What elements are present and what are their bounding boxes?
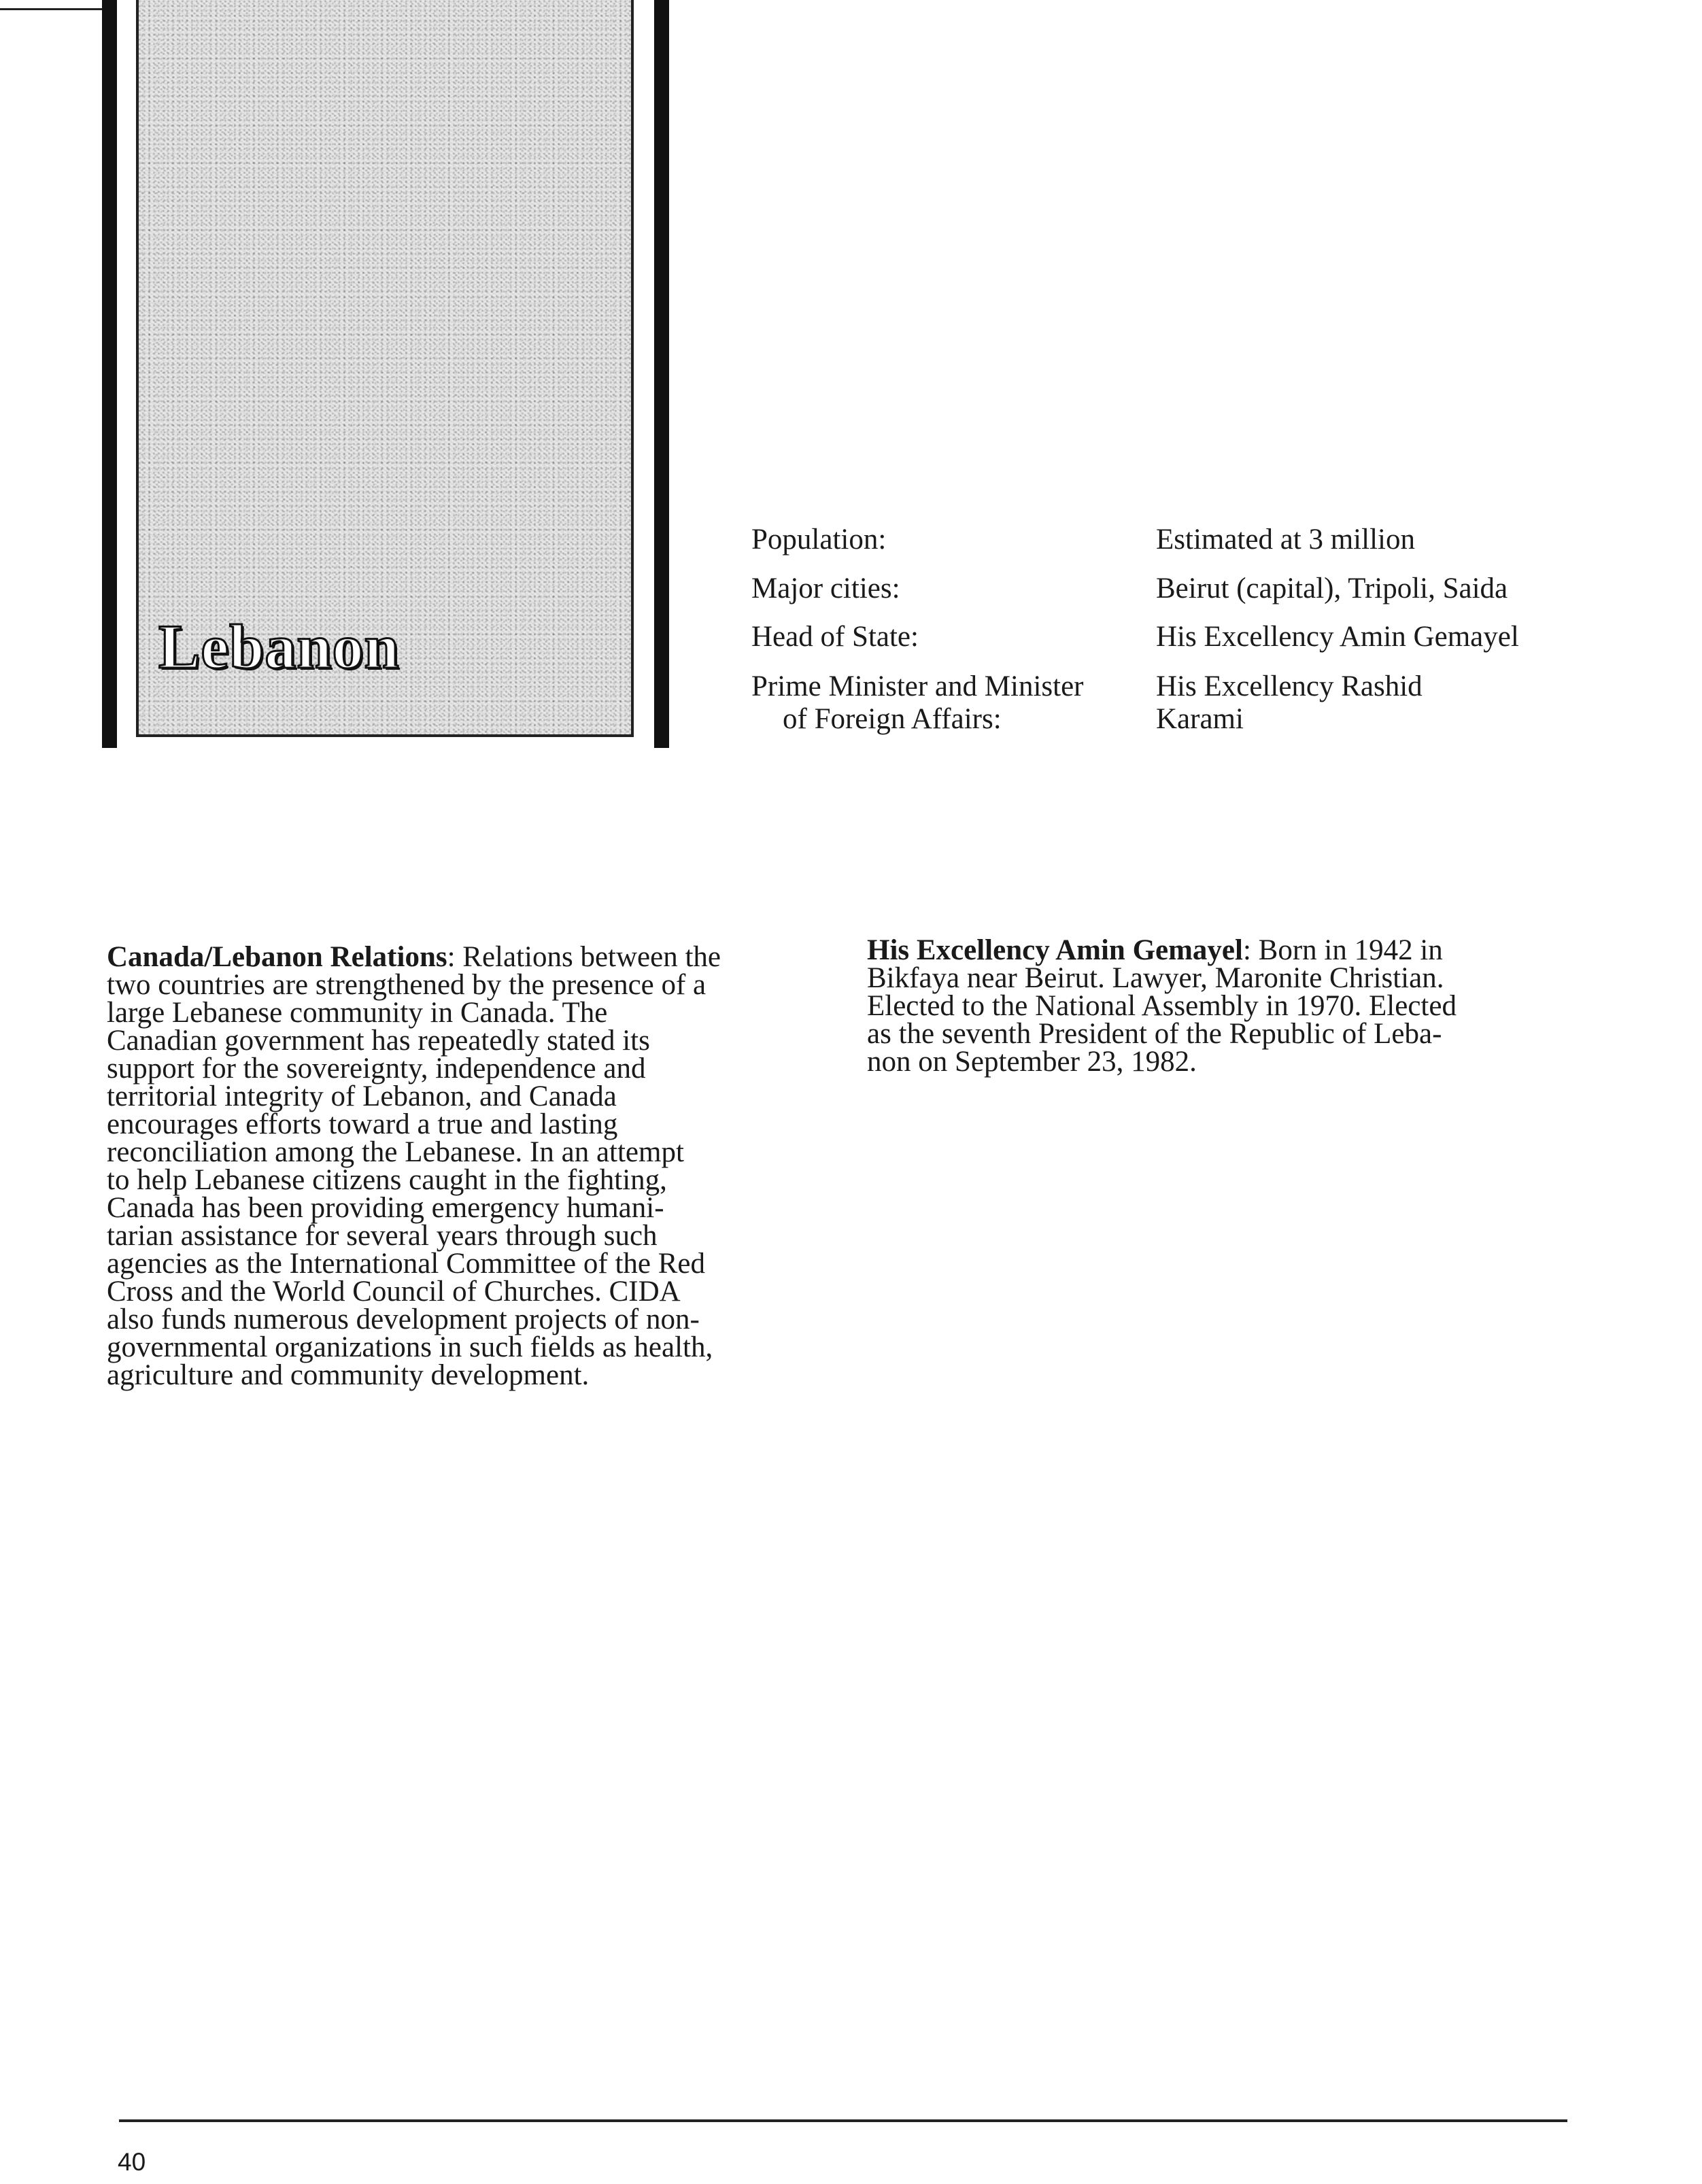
biography-heading: His Excellency Amin Gemayel bbox=[867, 934, 1243, 966]
fact-label bbox=[751, 670, 1153, 736]
paragraph-line: Bikfaya near Beirut. Lawyer, Maronite Christian. bbox=[867, 962, 1444, 994]
country-title: Lebanon bbox=[158, 612, 400, 681]
panel-right-bar bbox=[654, 0, 669, 748]
fact-value: His Excellency Amin Gemayel bbox=[1156, 621, 1519, 653]
paragraph-line bbox=[107, 943, 814, 971]
paragraph-line: Cross and the World Council of Churches. CIDA bbox=[107, 1276, 681, 1308]
paragraph-line bbox=[867, 936, 1567, 964]
paragraph-line: two countries are strengthened by the presence of a bbox=[107, 969, 707, 1001]
paragraph-line: tarian assistance for several years through such bbox=[107, 1220, 658, 1252]
panel-left-bar bbox=[102, 0, 117, 748]
fact-value-line: His Excellency Rashid bbox=[1156, 670, 1423, 702]
fact-value: Estimated at 3 million bbox=[1156, 524, 1415, 556]
paragraph-line: support for the sovereignty, independence and bbox=[107, 1053, 646, 1085]
paragraph-line: encourages efforts toward a true and lasting bbox=[107, 1108, 618, 1140]
paragraph-line: as the seventh President of the Republic of Leba- bbox=[867, 1018, 1442, 1050]
fact-label: Major cities: bbox=[751, 573, 900, 604]
paragraph-line: to help Lebanese citizens caught in the fighting, bbox=[107, 1164, 667, 1196]
footer-rule bbox=[119, 2119, 1567, 2122]
paragraph-line: territorial integrity of Lebanon, and Canada bbox=[107, 1080, 617, 1112]
relations-paragraph bbox=[107, 943, 814, 1389]
page-number: 40 bbox=[118, 2148, 146, 2176]
paragraph-line: large Lebanese community in Canada. The bbox=[107, 997, 608, 1029]
country-header-panel bbox=[102, 0, 669, 748]
fact-label: Population: bbox=[751, 524, 887, 556]
fact-label-line: of Foreign Affairs: bbox=[783, 703, 1002, 735]
paragraph-line: Elected to the National Assembly in 1970. Elected bbox=[867, 990, 1457, 1022]
top-left-rule bbox=[0, 8, 102, 10]
paragraph-line: Canadian government has repeatedly stated its bbox=[107, 1025, 650, 1057]
paragraph-line: also funds numerous development projects of non- bbox=[107, 1303, 700, 1335]
paragraph-line: non on September 23, 1982. bbox=[867, 1046, 1197, 1078]
fact-value bbox=[1156, 670, 1564, 736]
fact-value: Beirut (capital), Tripoli, Saida bbox=[1156, 573, 1508, 604]
biography-paragraph bbox=[867, 936, 1567, 1076]
fact-label-line: Prime Minister and Minister bbox=[751, 670, 1084, 702]
paragraph-line: Canada has been providing emergency humani- bbox=[107, 1192, 664, 1224]
paragraph-text: : Relations between the bbox=[447, 941, 721, 973]
paragraph-line: agriculture and community development. bbox=[107, 1359, 590, 1391]
relations-heading: Canada/Lebanon Relations bbox=[107, 941, 447, 973]
paragraph-line: governmental organizations in such fields as health, bbox=[107, 1331, 713, 1363]
paragraph-line: agencies as the International Committee of the Red bbox=[107, 1248, 706, 1280]
paragraph-line: reconciliation among the Lebanese. In an attempt bbox=[107, 1136, 684, 1168]
fact-label: Head of State: bbox=[751, 621, 919, 653]
fact-value-line: Karami bbox=[1156, 703, 1244, 735]
paragraph-text: : Born in 1942 in bbox=[1242, 934, 1443, 966]
